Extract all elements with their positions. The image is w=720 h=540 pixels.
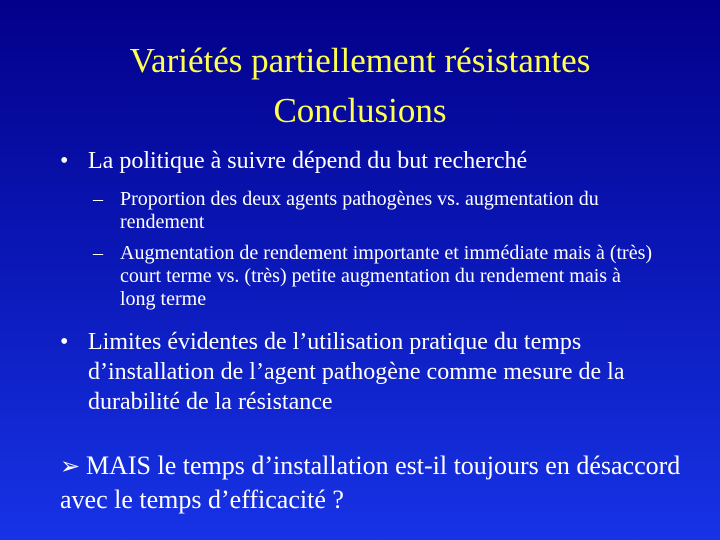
conclusion-text: MAIS le temps d’installation est-il toujours en désaccord avec le temps d’efficacité ? (60, 451, 681, 514)
dash-marker: – (93, 242, 103, 264)
bullet-text: Limites évidentes de l’utilisation pratique du temps d’installation de l’agent pathogène comme mesure de la durabilité de la résistance (88, 329, 625, 415)
arrow-icon: ➢ (60, 452, 81, 480)
dash-marker: – (93, 188, 103, 210)
title-line-1: Variétés partiellement résistantes (129, 41, 591, 80)
bullet-marker: • (60, 148, 69, 174)
bullet-item-2 (60, 327, 680, 417)
bullet-text: La politique à suivre dépend du but recherché (88, 148, 528, 174)
bullet-item-1 (60, 146, 680, 176)
conclusion-statement (60, 449, 700, 516)
sub-item-1 (93, 188, 653, 234)
bullet-marker: • (60, 329, 69, 355)
title-line-2: Conclusions (273, 91, 447, 130)
sub-item-text: Augmentation de rendement importante et immédiate mais à (très) court terme vs. (très) petite augmentation du rendement mais à long terme (120, 242, 653, 310)
slide-title (0, 36, 720, 136)
sub-item-2 (93, 242, 653, 311)
sub-item-text: Proportion des deux agents pathogènes vs. augmentation du rendement (120, 188, 599, 233)
